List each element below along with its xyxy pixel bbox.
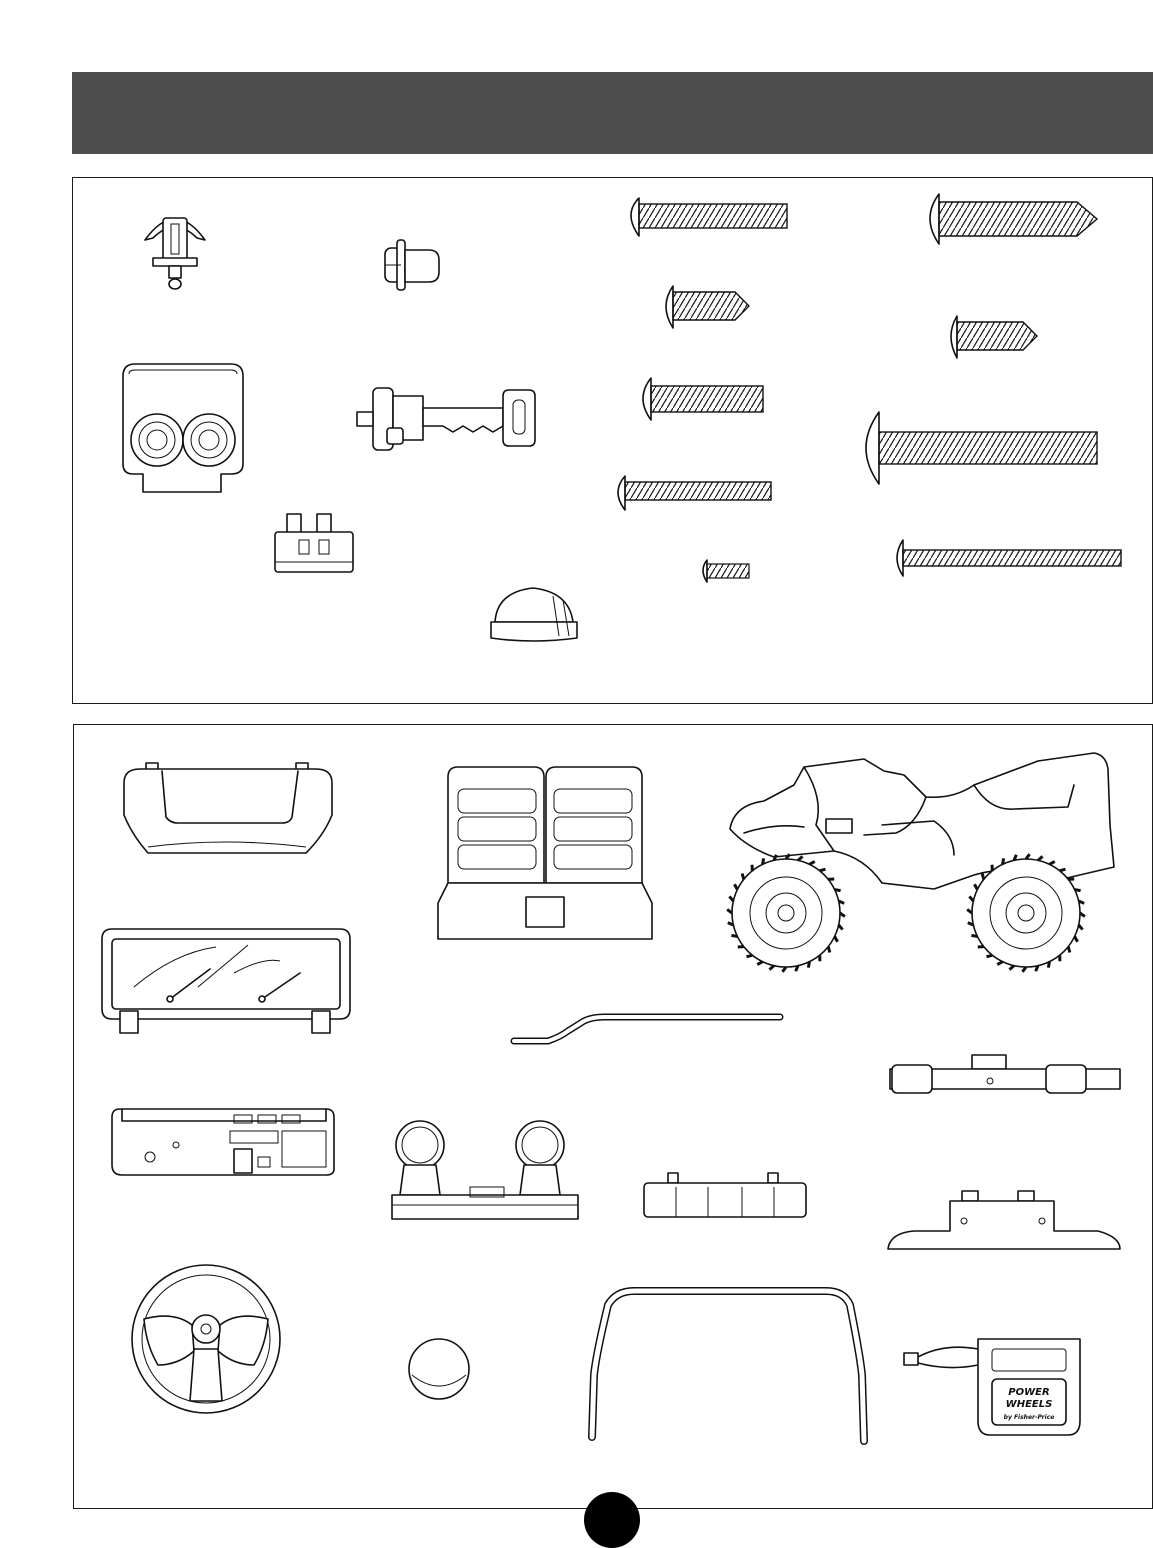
- tire-tread: [727, 909, 732, 913]
- tire-tread: [1060, 869, 1066, 871]
- windshield-icon: [102, 929, 350, 1033]
- screw-extra-long-icon: [866, 412, 1097, 484]
- tire-tread: [839, 925, 843, 930]
- tire-tread: [987, 955, 993, 957]
- tire-tread: [1003, 858, 1004, 864]
- tire-tread: [835, 936, 838, 941]
- tire-tread: [729, 896, 733, 901]
- plastic-rivet-icon: [145, 218, 205, 289]
- tire-tread: [769, 966, 774, 970]
- tire-tread: [1048, 962, 1049, 968]
- tire-tread: [742, 874, 744, 880]
- tire-tread: [840, 913, 845, 917]
- tire-tread: [731, 935, 737, 936]
- page-number-marker: [584, 1492, 640, 1548]
- tire-tread: [757, 962, 762, 965]
- tire-tread: [971, 935, 977, 936]
- tire-tread: [997, 962, 1002, 965]
- tire-tread: [763, 858, 764, 864]
- tire-tread: [1022, 967, 1026, 972]
- screw-short-icon: [666, 286, 749, 328]
- screw-medium-icon: [643, 378, 763, 420]
- tire-tread: [1075, 936, 1078, 941]
- parts-illustrations: [74, 725, 1153, 1510]
- fuse-icon: [275, 514, 353, 572]
- tire-tread: [835, 890, 841, 891]
- tire-tread: [982, 874, 984, 880]
- grille-icon: [644, 1173, 806, 1217]
- tire-tread: [820, 869, 826, 871]
- push-fastener-icon: [385, 240, 439, 290]
- section-header-bar: [72, 72, 1153, 154]
- screw-long-icon: [631, 198, 787, 236]
- parts-panel: [73, 724, 1153, 1509]
- rear-bumper-icon: [890, 1055, 1120, 1093]
- screw-long-pointed-icon: [930, 194, 1097, 244]
- tire-tread: [1075, 890, 1081, 891]
- ignition-key-icon: [357, 388, 535, 450]
- horn-button-icon: [409, 1339, 469, 1399]
- front-bumper-icon: [888, 1191, 1120, 1249]
- dashboard-icon: [112, 1109, 334, 1175]
- battery-icon: [904, 1339, 1080, 1435]
- battery-label-line1: POWER: [1008, 1387, 1050, 1398]
- roll-bar-icon: [592, 1291, 864, 1441]
- seat-icon: [438, 767, 652, 939]
- tire-tread: [782, 967, 786, 972]
- hardware-illustrations: [73, 178, 1153, 705]
- tire-tread: [967, 909, 972, 913]
- tire-tread: [1068, 947, 1070, 953]
- dash-gauge-panel-icon: [123, 364, 243, 492]
- light-bar-icon: [392, 1121, 578, 1219]
- vehicle-body-icon: [730, 753, 1114, 967]
- tire-tread: [809, 861, 814, 864]
- steering-wheel-icon: [132, 1265, 280, 1413]
- battery-label-line2: WHEELS: [1005, 1399, 1053, 1410]
- screw-machine-icon: [618, 476, 771, 510]
- screw-short-pointed-icon: [951, 316, 1037, 358]
- shift-rod-icon: [514, 1017, 780, 1041]
- tire-tread: [828, 947, 830, 953]
- hardware-panel: [72, 177, 1153, 704]
- tire-tread: [734, 884, 737, 889]
- hood-icon: [124, 763, 332, 853]
- battery-label-line3: by Fisher-Price: [1003, 1414, 1055, 1421]
- tire-tread: [1009, 966, 1014, 970]
- tire-tread: [1079, 925, 1083, 930]
- screw-tiny-icon: [703, 560, 749, 582]
- tire-tread: [808, 962, 809, 968]
- shift-knob-icon: [491, 588, 577, 641]
- tire-tread: [798, 856, 803, 860]
- screw-machine-long-icon: [897, 540, 1121, 576]
- tire-tread: [747, 955, 753, 957]
- tire-tread: [969, 896, 973, 901]
- tire-tread: [1080, 913, 1085, 917]
- tire-tread: [974, 884, 977, 889]
